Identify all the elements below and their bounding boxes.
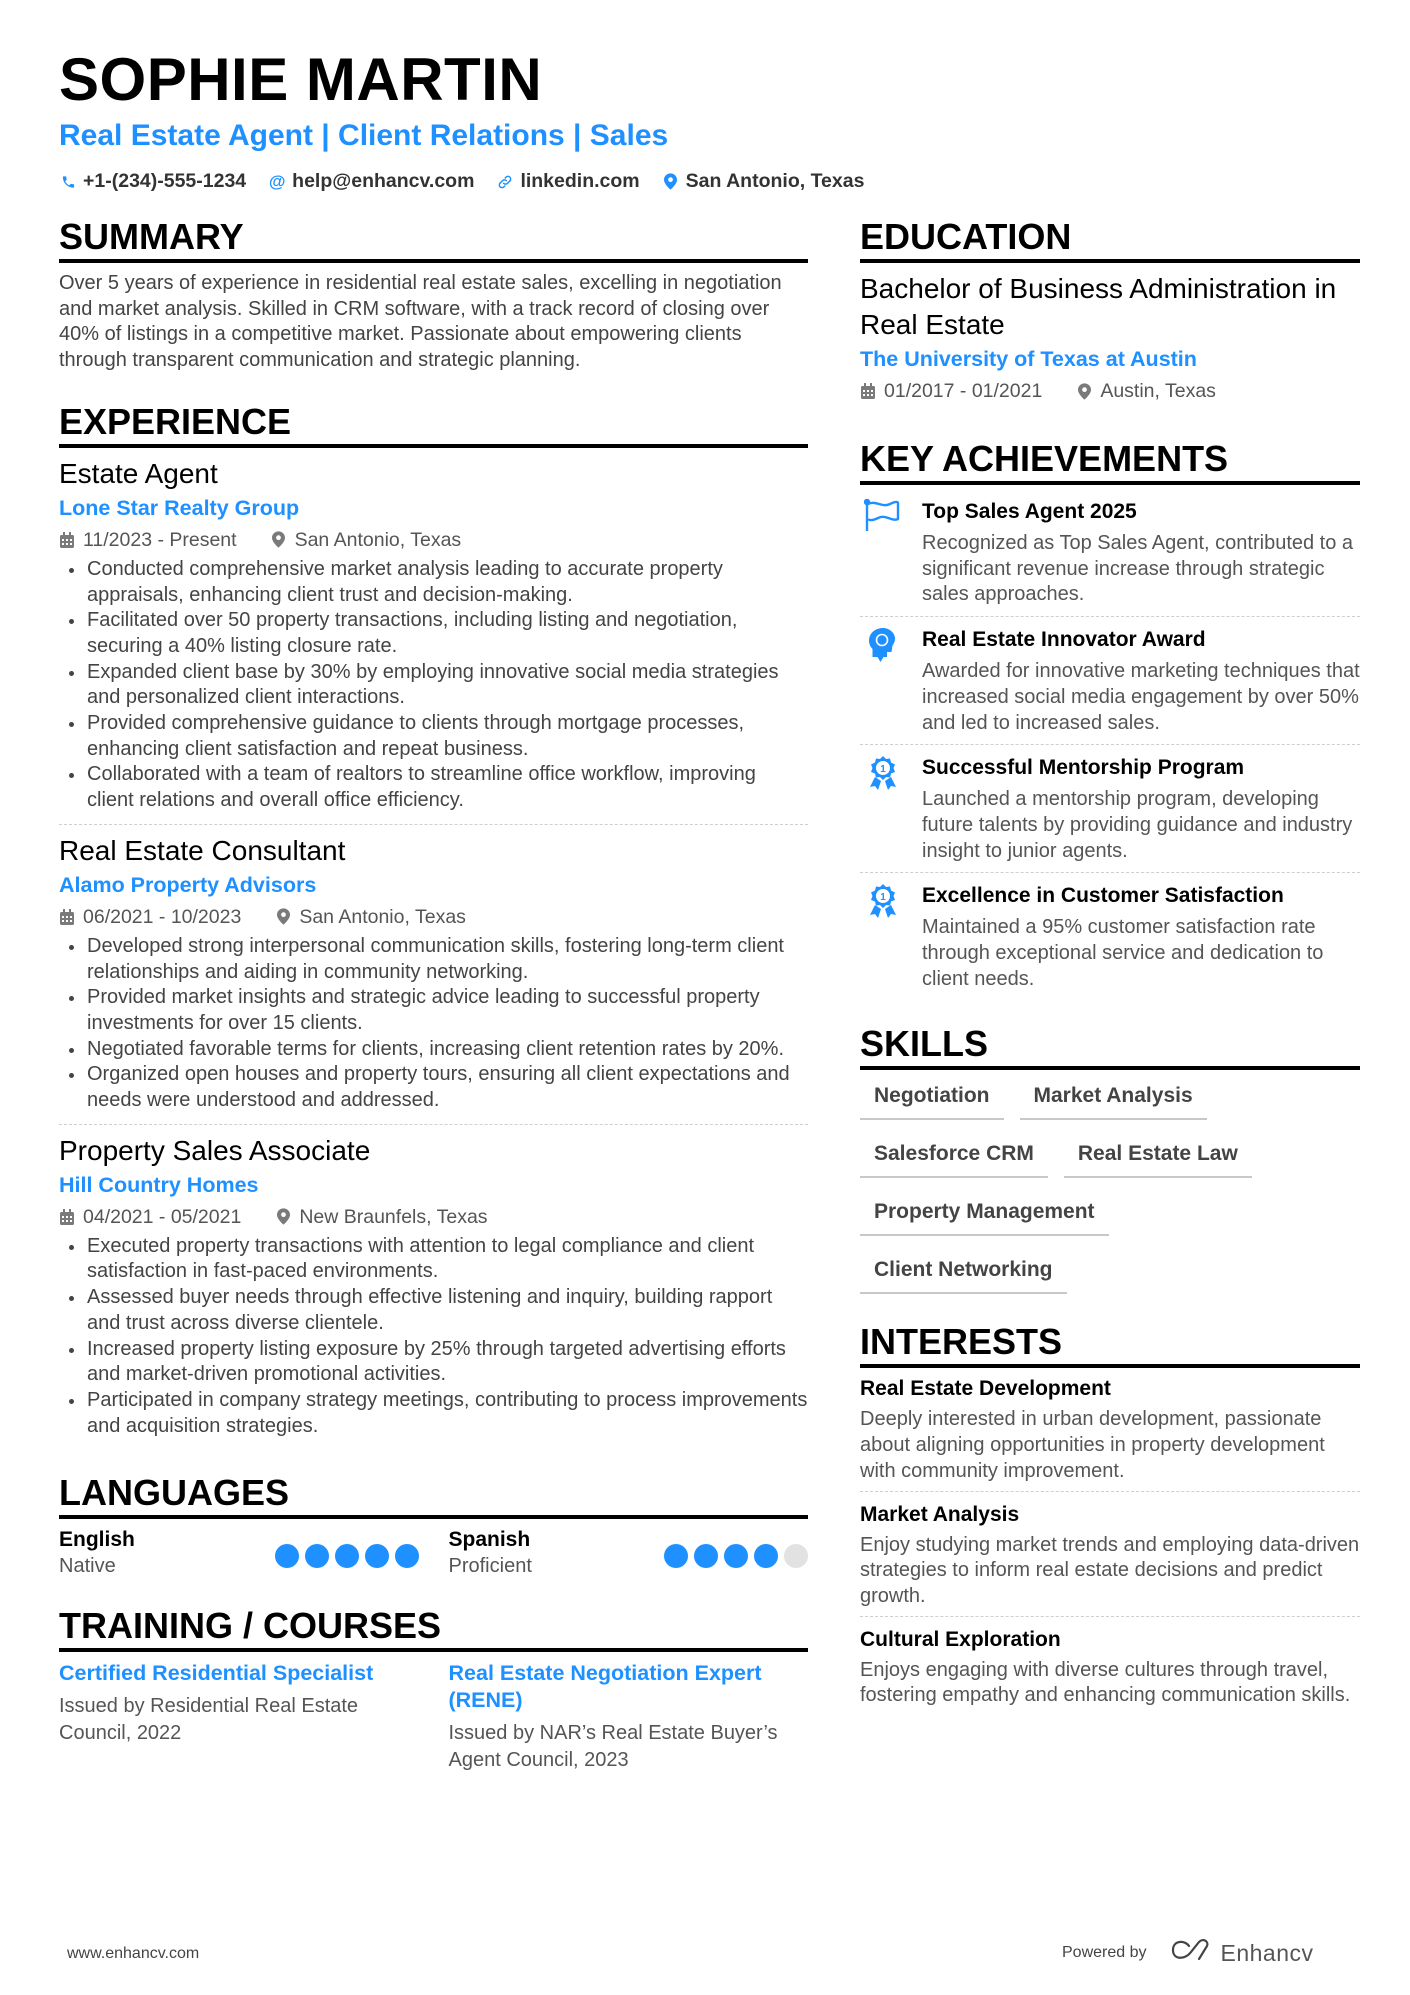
bullet-item: Facilitated over 50 property transactions, including listing and negotiation, securing a 40% listing closure rate. <box>59 608 808 659</box>
contact-linkedin-text: linkedin.com <box>520 170 640 192</box>
job-dates-text: 11/2023 - Present <box>83 528 237 551</box>
interest-title: Cultural Exploration <box>860 1627 1061 1651</box>
education-dates-text: 01/2017 - 01/2021 <box>884 380 1043 402</box>
courses-list <box>59 1660 808 1773</box>
experience-entry <box>59 824 808 1124</box>
job-location-text: San Antonio, Texas <box>294 528 462 551</box>
at-icon: @ <box>268 171 286 191</box>
link-icon <box>496 174 514 190</box>
achievement-description: Maintained a 95% customer satisfaction rate through exceptional service and dedication to client needs. <box>922 916 1324 990</box>
experience-heading: EXPERIENCE <box>59 400 808 448</box>
job-dates <box>59 901 241 933</box>
education-meta <box>860 375 1360 407</box>
candidate-title: Real Estate Agent | Client Relations | Sales <box>59 119 669 152</box>
right-column <box>860 215 1360 1745</box>
skills-section <box>860 1022 1360 1294</box>
bullet-item: Increased property listing exposure by 25% through targeted advertising efforts and market-driven promotional activities. <box>59 1337 808 1388</box>
education-heading: EDUCATION <box>860 215 1360 263</box>
education-section <box>860 215 1360 407</box>
calendar-icon <box>59 909 75 925</box>
interest-item <box>860 1616 1360 1715</box>
enhancv-logo-text: Enhancv <box>1220 1939 1314 1966</box>
interest-title: Market Analysis <box>860 1502 1020 1526</box>
achievements-section <box>860 437 1360 1000</box>
contact-phone-text: +1-(234)-555-1234 <box>83 170 247 192</box>
award-ribbon-icon <box>860 881 906 992</box>
left-column <box>59 215 808 1803</box>
language-level: Native <box>59 1555 116 1578</box>
location-pin-icon <box>271 531 287 548</box>
bullet-item: Assessed buyer needs through effective listening and inquiry, building rapport and trust across diverse clientele. <box>59 1285 808 1336</box>
interest-item <box>860 1372 1360 1490</box>
job-dates <box>59 1201 241 1233</box>
calendar-icon <box>59 532 75 548</box>
course-issuer: Issued by Residential Real Estate Council, 2022 <box>59 1695 359 1744</box>
experience-entry <box>59 1124 808 1450</box>
resume-header <box>59 44 1359 193</box>
interests-section <box>860 1320 1360 1715</box>
location-pin-icon <box>662 173 680 190</box>
bullet-item: Developed strong interpersonal communication skills, fostering long-term client relationships and aiding in community networking. <box>59 934 808 985</box>
award-ribbon-icon <box>860 753 906 864</box>
job-location <box>275 901 466 933</box>
footer-branding <box>1062 1937 1314 1969</box>
candidate-name: SOPHIE MARTIN <box>59 46 543 113</box>
enhancv-logo-icon <box>1169 1937 1213 1969</box>
interest-description: Enjoys engaging with diverse cultures through travel, fostering empathy and enhancing communication skills. <box>860 1658 1351 1707</box>
degree-title: Bachelor of Business Administration in Real Estate <box>860 273 1337 340</box>
training-section <box>59 1604 808 1773</box>
achievements-heading: KEY ACHIEVEMENTS <box>860 437 1360 485</box>
job-bullets <box>59 1234 808 1440</box>
job-location-text: San Antonio, Texas <box>299 905 466 928</box>
achievement-title: Successful Mentorship Program <box>922 756 1245 780</box>
job-title: Property Sales Associate <box>59 1134 371 1166</box>
proficiency-dot-filled <box>335 1544 359 1568</box>
svg-text:1: 1 <box>880 892 886 904</box>
bullet-item: Negotiated favorable terms for clients, increasing client retention rates by 20%. <box>59 1037 808 1063</box>
skill-tag: Client Networking <box>860 1256 1067 1294</box>
calendar-icon <box>860 383 876 399</box>
education-dates <box>860 375 1042 407</box>
proficiency-dot-filled <box>305 1544 329 1568</box>
interest-title: Real Estate Development <box>860 1377 1111 1401</box>
course-issuer: Issued by NAR’s Real Estate Buyer’s Agent Council, 2023 <box>448 1722 778 1771</box>
achievement-description: Launched a mentorship program, developing future talents by providing guidance and industry insight to junior agents. <box>922 788 1353 862</box>
summary-text: Over 5 years of experience in residential real estate sales, excelling in negotiation and market analysis. Skilled in CRM software, with a track record of closing over 40% of listings in a competitive market. Passionate about empowering clients through transparent communication and strategic planning. <box>59 272 782 372</box>
interest-description: Deeply interested in urban development, passionate about aligning opportunities in property development with community improvement. <box>860 1408 1325 1482</box>
job-dates-text: 04/2021 - 05/2021 <box>83 1205 242 1228</box>
proficiency-dot-filled <box>664 1544 688 1568</box>
bullet-item: Provided market insights and strategic advice leading to successful property investments for over 15 clients. <box>59 985 808 1036</box>
proficiency-dot-filled <box>754 1544 778 1568</box>
job-location-text: New Braunfels, Texas <box>299 1205 488 1228</box>
bullet-item: Executed property transactions with attention to legal compliance and client satisfaction in fast-paced environments. <box>59 1234 808 1285</box>
course-item <box>59 1660 419 1773</box>
skill-tag: Market Analysis <box>1020 1082 1207 1120</box>
company-name: Lone Star Realty Group <box>59 495 300 520</box>
footer-website-link[interactable]: www.enhancv.com <box>67 1945 200 1962</box>
contact-bar <box>59 170 1359 193</box>
job-bullets <box>59 557 808 814</box>
experience-entry <box>59 456 808 824</box>
course-name: Certified Residential Specialist <box>59 1661 374 1686</box>
proficiency-dot-filled <box>724 1544 748 1568</box>
job-dates <box>59 524 237 556</box>
company-name: Alamo Property Advisors <box>59 872 317 897</box>
language-item <box>449 1527 809 1580</box>
proficiency-dot-filled <box>365 1544 389 1568</box>
job-meta <box>59 901 808 933</box>
skill-tag: Property Management <box>860 1198 1109 1236</box>
languages-section <box>59 1471 808 1580</box>
svg-text:1: 1 <box>880 764 886 776</box>
language-name: Spanish <box>448 1528 531 1552</box>
training-heading: TRAINING / COURSES <box>59 1604 808 1652</box>
location-pin-icon <box>1076 383 1092 400</box>
achievement-description: Recognized as Top Sales Agent, contributed to a significant revenue increase through strategic sales approaches. <box>922 532 1354 606</box>
bullet-item: Conducted comprehensive market analysis leading to accurate property appraisals, enhancing client trust and decision-making. <box>59 557 808 608</box>
job-location <box>275 1201 487 1233</box>
skill-tag: Salesforce CRM <box>860 1140 1048 1178</box>
job-dates-text: 06/2021 - 10/2023 <box>83 905 242 928</box>
contact-location <box>662 170 865 193</box>
languages-list <box>59 1527 808 1580</box>
skills-heading: SKILLS <box>860 1022 1360 1070</box>
proficiency-dots <box>664 1544 808 1568</box>
proficiency-dots <box>275 1544 419 1568</box>
calendar-icon <box>59 1209 75 1225</box>
job-meta <box>59 524 808 556</box>
job-meta <box>59 1201 808 1233</box>
achievement-description: Awarded for innovative marketing techniques that increased social media engagement by over 50% and led to increased sales. <box>922 660 1360 734</box>
job-title: Estate Agent <box>59 457 218 489</box>
course-name: Real Estate Negotiation Expert (RENE) <box>448 1661 762 1713</box>
languages-heading: LANGUAGES <box>59 1471 808 1519</box>
experience-section <box>59 400 808 1450</box>
job-location <box>271 524 462 556</box>
skill-tag: Negotiation <box>860 1082 1004 1120</box>
language-level: Proficient <box>448 1555 532 1578</box>
summary-heading: SUMMARY <box>59 215 808 263</box>
proficiency-dot-filled <box>275 1544 299 1568</box>
proficiency-dot-filled <box>694 1544 718 1568</box>
proficiency-dot-filled <box>395 1544 419 1568</box>
proficiency-dot-empty <box>784 1544 808 1568</box>
bullet-item: Provided comprehensive guidance to clients through mortgage processes, enhancing client satisfaction and repeat business. <box>59 711 808 762</box>
bullet-item: Expanded client base by 30% by employing innovative social media strategies and personalized client interactions. <box>59 660 808 711</box>
interests-heading: INTERESTS <box>860 1320 1360 1368</box>
education-location <box>1076 375 1216 407</box>
company-name: Hill Country Homes <box>59 1172 259 1197</box>
contact-email[interactable] <box>268 170 474 193</box>
achievement-title: Excellence in Customer Satisfaction <box>922 884 1284 908</box>
interest-description: Enjoy studying market trends and employing data-driven strategies to inform real estate decisions and predict growth. <box>860 1533 1360 1607</box>
education-location-text: Austin, Texas <box>1100 380 1216 402</box>
school-name: The University of Texas at Austin <box>860 347 1197 371</box>
course-item <box>449 1660 809 1773</box>
interest-item <box>860 1491 1360 1616</box>
contact-location-text: San Antonio, Texas <box>685 170 865 192</box>
bullet-item: Participated in company strategy meetings, contributing to process improvements and acquisition strategies. <box>59 1388 808 1439</box>
powered-by-label: Powered by <box>1062 1944 1147 1961</box>
achievement-item <box>860 744 1360 872</box>
bullet-item: Collaborated with a team of realtors to streamline office workflow, improving client relations and overall office efficiency. <box>59 762 808 813</box>
location-pin-icon <box>275 908 291 925</box>
bullet-item: Organized open houses and property tours, ensuring all client expectations and needs were understood and addressed. <box>59 1062 808 1113</box>
achievement-item <box>860 616 1360 744</box>
language-item <box>59 1527 419 1580</box>
summary-section <box>59 215 808 374</box>
achievement-title: Top Sales Agent 2025 <box>922 500 1137 523</box>
enhancv-logo[interactable] <box>1169 1937 1314 1969</box>
head-idea-icon <box>860 625 906 736</box>
skill-tag: Real Estate Law <box>1064 1140 1252 1178</box>
flag-icon <box>860 497 906 608</box>
achievement-title: Real Estate Innovator Award <box>922 628 1206 652</box>
job-bullets <box>59 934 808 1114</box>
phone-icon <box>59 174 77 190</box>
contact-email-text: help@enhancv.com <box>292 170 475 192</box>
achievement-item <box>860 872 1360 1000</box>
job-title: Real Estate Consultant <box>59 834 346 866</box>
skills-list <box>860 1082 1300 1294</box>
language-name: English <box>59 1528 135 1552</box>
location-pin-icon <box>275 1208 291 1225</box>
achievement-item <box>860 489 1360 616</box>
contact-linkedin[interactable] <box>496 170 639 193</box>
contact-phone[interactable] <box>59 170 246 193</box>
